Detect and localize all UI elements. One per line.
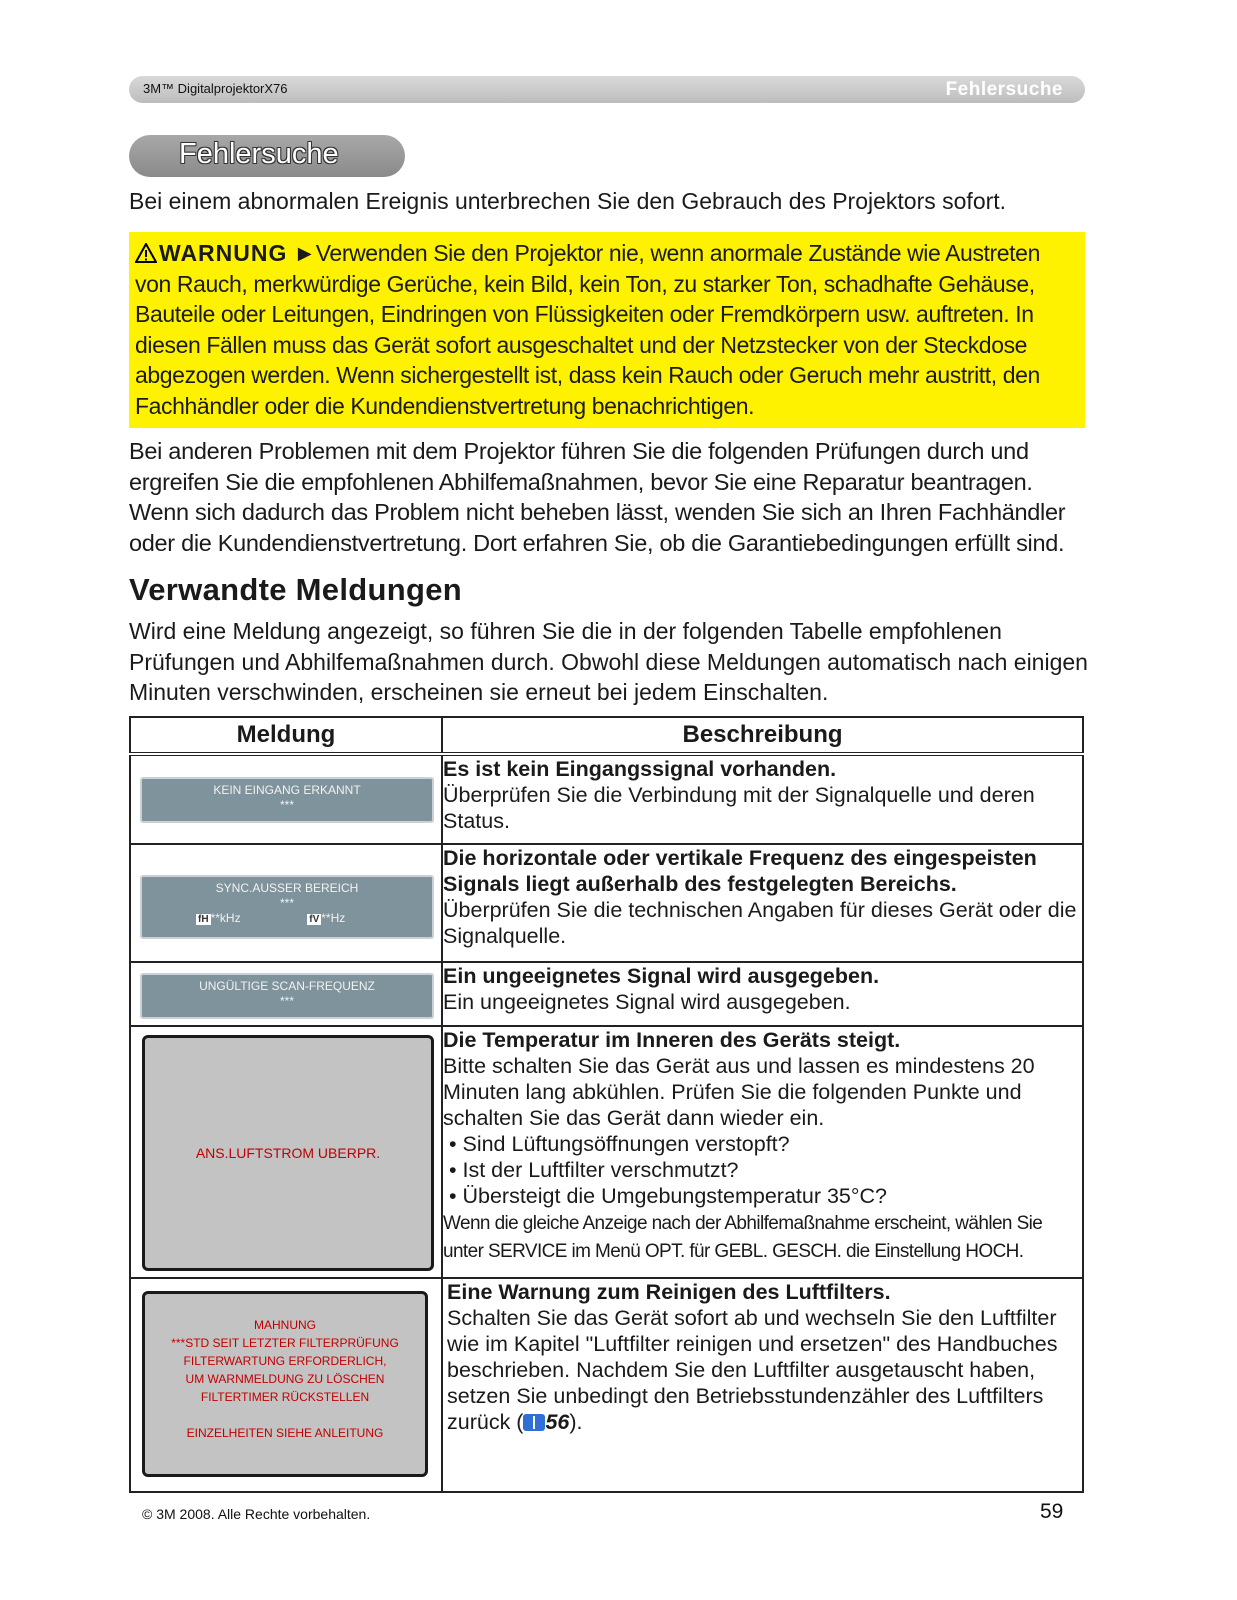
header-section: Fehlersuche	[945, 79, 1063, 100]
fh-icon: fH	[198, 914, 209, 925]
messages-table	[129, 716, 1084, 1493]
intro-text: Bei einem abnormalen Ereignis unterbrechen Sie den Gebrauch des Projektors sofort.	[129, 188, 1007, 214]
osd-cell	[130, 844, 442, 962]
description-cell	[442, 1026, 1083, 1278]
osd-airflow	[142, 1035, 434, 1271]
description-title: Es ist kein Eingangssignal vorhanden.	[443, 757, 837, 781]
osd-cell	[130, 1026, 442, 1278]
table-row	[130, 754, 1083, 844]
osd-line: EINZELHEITEN SIEHE ANLEITUNG	[186, 1426, 384, 1440]
table-row	[130, 844, 1083, 962]
osd-line: MAHNUNG	[254, 1318, 316, 1332]
description-title: Eine Warnung zum Reinigen des Luftfilters.	[447, 1280, 891, 1304]
description-cell	[442, 754, 1083, 844]
header-bar	[129, 76, 1085, 103]
description-body: Schalten Sie das Gerät sofort ab und wechseln Sie den Luftfilter wie im Kapitel "Luftfilter reinigen und ersetzen" des Handbuches beschrieben. Nachdem Sie den Luftfilter ausgetauscht haben, setzen Sie unbedingt den Betriebsstundenzähler des Luftfilters zurück (	[447, 1306, 1058, 1434]
osd-fv-value: **Hz	[321, 911, 346, 925]
warning-box	[129, 232, 1085, 428]
warning-triangle-icon	[135, 243, 157, 263]
title-pill	[129, 135, 405, 177]
table-row	[130, 1026, 1083, 1278]
osd-line: ***STD SEIT LETZTER FILTERPRÜFUNG	[171, 1336, 399, 1350]
description-title: Die horizontale oder vertikale Frequenz des eingespeisten Signals liegt außerhalb des festgelegten Bereichs.	[443, 846, 1037, 896]
table-row	[130, 1278, 1083, 1492]
section-intro-text: Wird eine Meldung angezeigt, so führen Sie die in der folgenden Tabelle empfohlenen Prüfungen und Abhilfemaßnahmen durch. Obwohl diese Meldungen automatisch nach einigen Minuten verschwinden, erscheinen sie erneut bei jedem Einschalten.	[129, 618, 1088, 705]
description-body: Bitte schalten Sie das Gerät aus und lassen es mindestens 20 Minuten lang abkühlen. Prüfen Sie die folgenden Punkte und schalten Sie das Gerät dann wieder ein.	[443, 1054, 1035, 1130]
description-cell	[442, 1278, 1083, 1492]
header-product: 3M™ DigitalprojektorX76	[143, 81, 288, 96]
page-reference[interactable]: 56	[545, 1410, 570, 1434]
warning-text: Verwenden Sie den Projektor nie, wenn anormale Zustände wie Austreten von Rauch, merkwürdige Gerüche, kein Bild, kein Ton, zu starker Ton, schadhafte Gehäuse, Bauteile oder Leitungen, Eindringen von Flüssigkeiten oder Fremdkörpern usw. auftreten. In diesen Fällen muss das Gerät sofort ausgeschaltet und der Netzstecker von der Steckdose abgezogen werden. Wenn sichergestellt ist, dass kein Rauch oder Geruch mehr austritt, den Fachhändler oder die Kundendienstvertretung benachrichtigen.	[135, 240, 1040, 419]
description-body: Überprüfen Sie die technischen Angaben für dieses Gerät oder die Signalquelle.	[443, 898, 1077, 948]
osd-spacer	[145, 1406, 425, 1424]
warning-label: WARNUNG	[135, 240, 287, 266]
description-title: Ein ungeeignetes Signal wird ausgegeben.	[443, 964, 880, 988]
col-header-message: Meldung	[130, 717, 442, 754]
osd-line: KEIN EINGANG ERKANNT	[213, 783, 361, 797]
osd-line: ***	[279, 896, 294, 910]
osd-line: UM WARNMELDUNG ZU LÖSCHEN	[185, 1372, 385, 1386]
page-number: 59	[1040, 1500, 1064, 1523]
description-title: Die Temperatur im Inneren des Geräts steigt.	[443, 1028, 901, 1052]
description-body: Ein ungeeignetes Signal wird ausgegeben.	[443, 990, 851, 1014]
osd-airflow-text: ANS.LUFTSTROM UBERPR.	[195, 1145, 381, 1161]
osd-freq-line	[142, 911, 432, 927]
description-body-end: ).	[569, 1410, 583, 1434]
osd-line: SYNC.AUSSER BEREICH	[215, 881, 359, 895]
fv-icon: fV	[309, 914, 320, 925]
osd-cell	[130, 1278, 442, 1492]
description-note: Wenn die gleiche Anzeige nach der Abhilfemaßnahme erscheint, wählen Sie unter SERVICE im Menü OPT. für GEBL. GESCH. die Einstellung HOCH.	[443, 1213, 1043, 1262]
other-problems-text: Bei anderen Problemen mit dem Projektor führen Sie die folgenden Prüfungen durch und ergreifen Sie die empfohlenen Abhilfemaßnahmen, bevor Sie eine Reparatur beantragen. Wenn sich dadurch das Problem nicht beheben lässt, wenden Sie sich an Ihren Fachhändler oder die Kundendienstvertretung. Dort erfahren Sie, ob die Garantiebedingungen erfüllt sind.	[129, 438, 1066, 556]
osd-cell	[130, 962, 442, 1026]
osd-line: ***	[279, 994, 294, 1008]
page-title: Fehlersuche	[179, 138, 339, 170]
osd-fh-value: **kHz	[210, 911, 241, 925]
osd-sync-out-of-range	[140, 875, 434, 939]
bullet-item: • Ist der Luftfilter verschmutzt?	[443, 1158, 739, 1182]
col-header-description: Beschreibung	[442, 717, 1083, 754]
description-body: Überprüfen Sie die Verbindung mit der Signalquelle und deren Status.	[443, 783, 1035, 833]
section-heading: Verwandte Meldungen	[129, 572, 462, 607]
warning-arrow: ►	[293, 240, 316, 266]
osd-filter-warning	[142, 1291, 428, 1477]
book-icon	[523, 1414, 545, 1431]
table-header-row	[130, 717, 1083, 754]
osd-line: FILTERTIMER RÜCKSTELLEN	[200, 1390, 370, 1404]
osd-no-input	[140, 777, 434, 823]
description-cell	[442, 844, 1083, 962]
osd-cell	[130, 754, 442, 844]
osd-line: FILTERWARTUNG ERFORDERLICH,	[183, 1354, 387, 1368]
table-row	[130, 962, 1083, 1026]
osd-line: UNGÜLTIGE SCAN-FREQUENZ	[199, 979, 375, 993]
bullet-item: • Sind Lüftungsöffnungen verstopft?	[443, 1132, 790, 1156]
footer-copyright: © 3M 2008. Alle Rechte vorbehalten.	[142, 1506, 371, 1522]
bullet-item: • Übersteigt die Umgebungstemperatur 35°C?	[443, 1184, 887, 1208]
osd-line: ***	[279, 798, 294, 812]
description-cell	[442, 962, 1083, 1026]
osd-invalid-scan	[140, 973, 434, 1019]
